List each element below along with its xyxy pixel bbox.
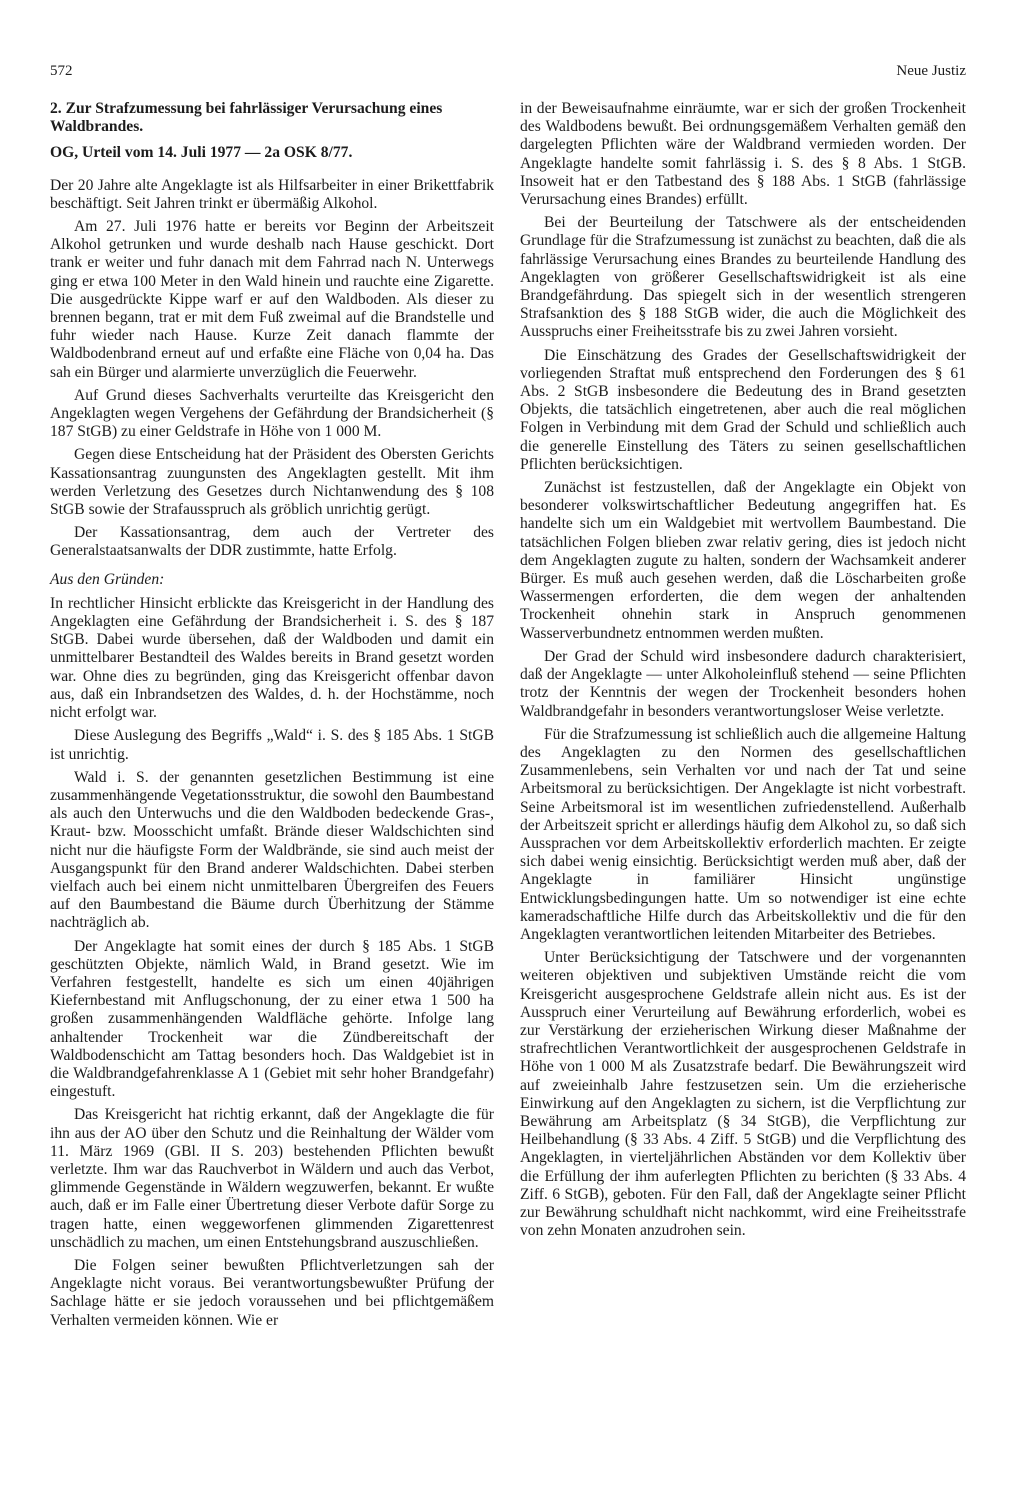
paragraph: Die Einschätzung des Grades der Gesellschaftswidrigkeit der vorliegenden Straftat muß entsprechend den Forderungen des § 61 Abs. 2 StGB insbesondere die Bedeutung des in Brand gesetzten Objekts, die tatsächlich eingetretenen, aber auch die real möglichen Folgen in Verbindung mit dem Grad der Schuld und schließlich auch die generelle Einstellung des Täters zu seinen gesellschaftlichen Pflichten berücksichtigen. <box>520 346 966 473</box>
paragraph: in der Beweisaufnahme einräumte, war er sich der großen Trockenheit des Waldbodens bewußt. Bei ordnungsgemäßem Verhalten gemäß den dargelegten Pflichten wäre der Waldbrand vermieden worden. Der Angeklagte handelte somit fahrlässig i. S. des § 8 Abs. 1 StGB. Insoweit hat er den Tatbestand des § 188 Abs. 1 StGB (fahrlässige Verursachung eines Brandes) erfüllt. <box>520 100 966 209</box>
paragraph: Die Folgen seiner bewußten Pflichtverletzungen sah der Angeklagte nicht voraus. Bei verantwortungsbewußter Prüfung der Sachlage hätte er sie jedoch voraussehen und bei pflichtgemäßem Verhalten vermeiden können. Wie er <box>50 1256 494 1329</box>
left-column <box>50 100 494 1335</box>
paragraph: Gegen diese Entscheidung hat der Präsident des Obersten Gerichts Kassationsantrag zuungunsten des Angeklagten gestellt. Mit ihm werden Verletzung des Gesetzes durch Nichtanwendung des § 108 StGB sowie der Strafausspruch als gröblich unrichtig gerügt. <box>50 446 494 519</box>
page-number: 572 <box>50 63 73 79</box>
paragraph: Für die Strafzumessung ist schließlich auch die allgemeine Haltung des Angeklagten zu den Normen des gesellschaftlichen Zusammenlebens, sein Verhalten vor und nach der Tat und seine Arbeitsmoral zu berücksichtigen. Der Angeklagte ist nicht vorbestraft. Seine Arbeitsmoral ist im wesentlichen zufriedenstellend. Außerhalb der Arbeitszeit spricht er allerdings häufig dem Alkohol zu, so daß sich Aussprachen vor dem Arbeitskollektiv erforderlich machten. Er zeigte sich dabei wenig einsichtig. Berücksichtigt werden muß aber, daß der Angeklagte in familiärer Hinsicht ungünstige Entwicklungsbedingungen hatte. Um so notwendiger ist eine echte kameradschaftliche Hilfe durch das Arbeitskollektiv und die für den Angeklagten verantwortlichen leitenden Mitarbeiter des Betriebes. <box>520 725 966 943</box>
article-citation: OG, Urteil vom 14. Juli 1977 — 2a OSK 8/77. <box>50 144 353 162</box>
paragraph: Auf Grund dieses Sachverhalts verurteilte das Kreisgericht den Angeklagten wegen Vergehens der Gefährdung der Brandsicherheit (§ 187 StGB) zu einer Geldstrafe in Höhe von 1 000 M. <box>50 386 494 441</box>
paragraph: Der Angeklagte hat somit eines der durch § 185 Abs. 1 StGB geschützten Objekte, nämlich Wald, in Brand gesetzt. Wie im Verfahren festgestellt, handelte es sich um einen 40jährigen Kiefernbestand mit Anflugschonung, der zu einer etwa 1 500 ha großen zusammenhängenden Waldfläche gehörte. Infolge lang anhaltender Trockenheit war die Zündbereitschaft der Waldbodenschicht am Tattag besonders hoch. Das Waldgebiet ist in die Waldbrandgefahrenklasse A 1 (Gebiet mit sehr hoher Brandgefahr) eingestuft. <box>50 937 494 1101</box>
journal-title: Neue Justiz <box>896 63 966 79</box>
paragraph: Das Kreisgericht hat richtig erkannt, daß der Angeklagte die für ihn aus der AO über den Schutz und die Reinhaltung der Wälder vom 11. März 1969 (GBl. II S. 203) bestehenden Pflichten bewußt verletzte. Ihm war das Rauchverbot in Wäldern und auch das Verbot, glimmende Gegenstände in Wäldern wegzuwerfen, bekannt. Er wußte auch, daß er im Falle einer Übertretung dieser Verbote dafür Sorge zu tragen hatte, einen weggeworfenen glimmenden Zigarettenrest unschädlich zu machen, um einen Entstehungsbrand auszuschließen. <box>50 1106 494 1251</box>
article-title: 2. Zur Strafzumessung bei fahrlässiger Verursachung eines Waldbrandes. <box>50 100 443 136</box>
paragraph: Der Kassationsantrag, dem auch der Vertreter des Generalstaatsanwalts der DDR zustimmte, hatte Erfolg. <box>50 524 494 560</box>
paragraph: Diese Auslegung des Begriffs „Wald“ i. S. des § 185 Abs. 1 StGB ist unrichtig. <box>50 727 494 763</box>
paragraph: Bei der Beurteilung der Tatschwere als der entscheidenden Grundlage für die Strafzumessung ist zunächst zu beachten, daß die als fahrlässige Verursachung eines Brandes zu beurteilende Handlung des Angeklagten von größerer Gesellschaftswidrigkeit ist als eine Brandgefährdung. Das spiegelt sich in der wesentlich strengeren Strafsanktion des § 188 StGB wider, die auch die Möglichkeit des Ausspruchs einer Freiheitsstrafe bis zu zwei Jahren vorsieht. <box>520 214 966 341</box>
paragraph: Zunächst ist festzustellen, daß der Angeklagte ein Objekt von besonderer volkswirtschaftlicher Bedeutung angegriffen hat. Es handelte sich um ein Waldgebiet mit wertvollem Baumbestand. Die tatsächlichen Folgen blieben zwar relativ gering, dies ist jedoch nicht dem Angeklagten zugute zu halten, sondern der Wachsamkeit anderer Bürger. Es muß auch gesehen werden, daß die Löscharbeiten große Wassermengen erforderten, die dem wegen der anhaltenden Trockenheit ohnehin stark in Anspruch genommenen Wasserverbundnetz entnommen werden mußten. <box>520 479 966 642</box>
right-column <box>520 100 966 1245</box>
section-heading: Aus den Gründen: <box>50 570 165 588</box>
paragraph: Der Grad der Schuld wird insbesondere dadurch charakterisiert, daß der Angeklagte — unter Alkoholeinfluß stehend — seine Pflichten trotz der Kenntnis der wegen der Trockenheit besonders hohen Waldbrandgefahr in besonders verantwortungsloser Weise verletzte. <box>520 647 966 720</box>
paragraph: Der 20 Jahre alte Angeklagte ist als Hilfsarbeiter in einer Brikettfabrik beschäftigt. Seit Jahren trinkt er übermäßig Alkohol. <box>50 176 494 212</box>
paragraph: In rechtlicher Hinsicht erblickte das Kreisgericht in der Handlung des Angeklagten eine Gefährdung der Brandsicherheit i. S. des § 187 StGB. Dabei wurde übersehen, daß der Waldboden und damit ein unmittelbarer Bestandteil des Waldes bereits in Brand gesetzt worden war. Ohne dies zu begründen, ging das Kreisgericht offenbar davon aus, daß ein Inbrandsetzen des Waldes, d. h. der Hochstämme, noch nicht erfolgt war. <box>50 594 494 722</box>
paragraph: Am 27. Juli 1976 hatte er bereits vor Beginn der Arbeitszeit Alkohol getrunken und wurde deshalb nach Hause geschickt. Dort trank er weiter und fuhr danach mit dem Fahrrad nach N. Unterwegs ging er etwa 100 Meter in den Wald hinein und rauchte eine Zigarette. Die ausgedrückte Kippe warf er auf den Waldboden. Als dieser zu brennen begann, trat er mit dem Fuß zweimal auf die Brandstelle und fuhr wieder nach Hause. Kurze Zeit danach flammte der Waldbodenbrand erneut auf und erfaßte eine Fläche von 0,04 ha. Das sah ein Bürger und alarmierte unverzüglich die Feuerwehr. <box>50 218 494 381</box>
paragraph: Wald i. S. der genannten gesetzlichen Bestimmung ist eine zusammenhängende Vegetationsstruktur, die sowohl den Baumbestand als auch den Unterwuchs und die den Waldboden bedeckende Gras-, Kraut- bzw. Moosschicht umfaßt. Brände dieser Waldschichten sind nicht nur die häufigste Form der Waldbrände, sie sind auch meist der Ausgangspunkt für den Brand anderer Waldschichten. Dabei sterben vielfach auch bei einem nicht unmittelbaren Übergreifen des Feuers auf den Baumbestand die Bäume durch Überhitzung der Stämme nachträglich ab. <box>50 768 494 932</box>
paragraph: Unter Berücksichtigung der Tatschwere und der vorgenannten weiteren objektiven und subjektiven Umstände reicht die vom Kreisgericht ausgesprochene Geldstrafe allein nicht aus. Es ist der Ausspruch einer Verurteilung auf Bewährung erforderlich, wobei es zur Verstärkung der erzieherischen Wirkung dieser Maßnahme der strafrechtlichen Verantwortlichkeit der ausgesprochenen Geldstrafe in Höhe von 1 000 M als Zusatzstrafe bedarf. Die Bewährungszeit wird auf zweieinhalb Jahre festzusetzen sein. Um die erzieherische Einwirkung auf den Angeklagten zu sichern, ist die Verpflichtung zur Bewährung am Arbeitsplatz (§ 34 StGB), die Verpflichtung zur Heilbehandlung (§ 33 Abs. 4 Ziff. 5 StGB) und die Verpflichtung des Angeklagten, in vierteljährlichen Abständen vor dem Kollektiv über die Erfüllung der ihm auferlegten Pflichten zu berichten (§ 33 Abs. 4 Ziff. 6 StGB), geboten. Für den Fall, daß der Angeklagte seiner Pflicht zur Bewährung schuldhaft nicht nachkommt, wird eine Freiheitsstrafe von zehn Monaten anzudrohen sein. <box>520 949 966 1240</box>
